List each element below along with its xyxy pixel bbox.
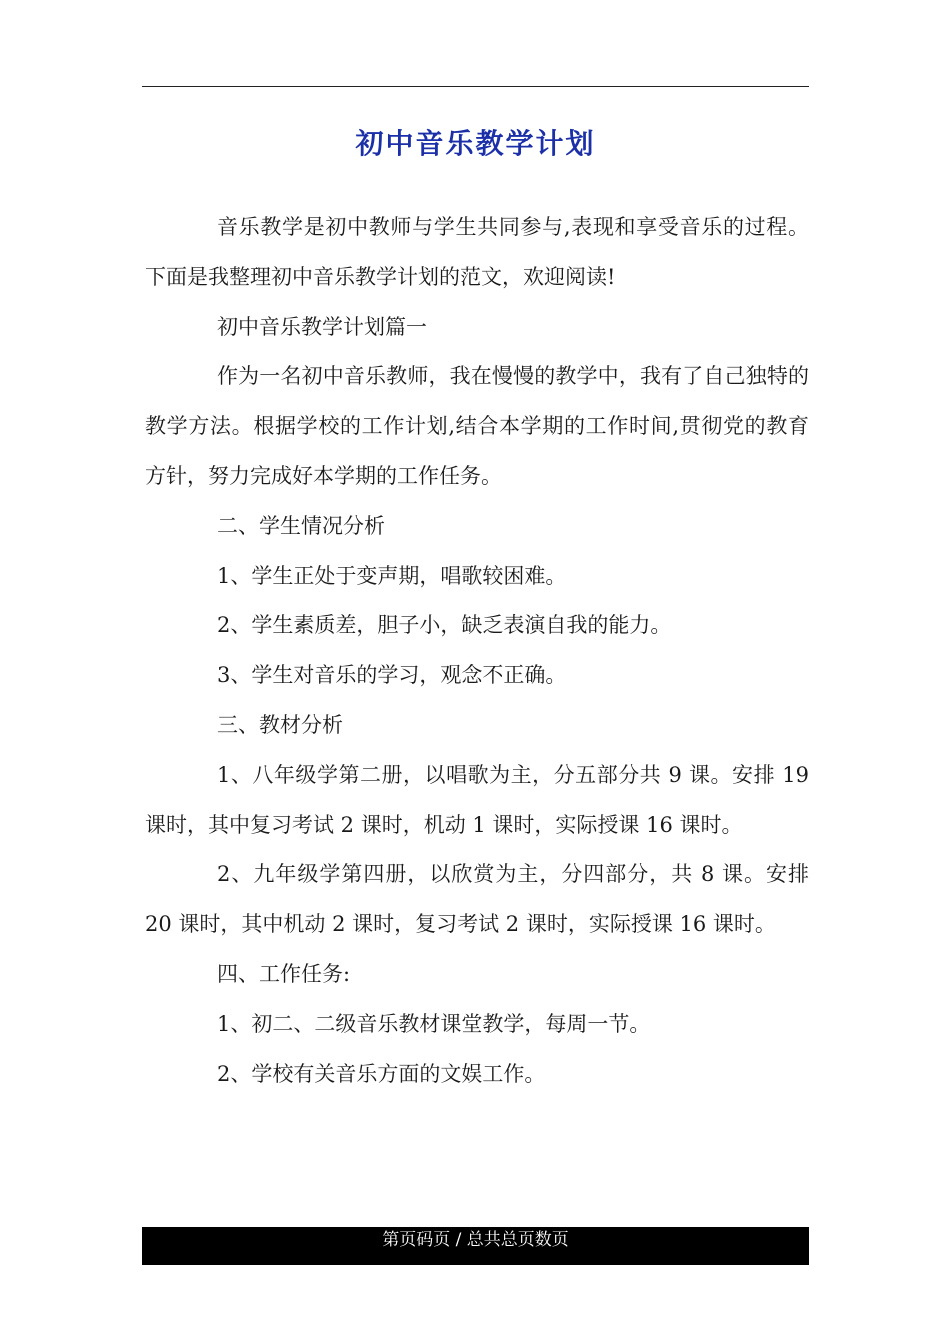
section-heading-plan-one: 初中音乐教学计划篇一 [217,314,427,339]
list-item: 1、学生正处于变声期，唱歌较困难。 [217,563,567,588]
list-item: 2、九年级学第四册，以欣赏为主，分四部分，共 8 课。安排 20 课时，其中机动 2 课时，复习考试 2 课时，实际授课 16 课时。 [145,862,809,937]
page-number-label: 第页码页 / 总共总页数页 [382,1230,569,1250]
page-footer [142,1227,809,1265]
header-rule [142,86,809,87]
list-item: 2、学生素质差，胆子小，缺乏表演自我的能力。 [217,613,672,638]
document-body [145,203,809,1099]
section-heading-material-analysis: 三、教材分析 [217,712,343,737]
document-title: 初中音乐教学计划 [355,127,596,160]
section-heading-work-tasks: 四、工作任务: [217,961,351,986]
list-item: 2、学校有关音乐方面的文娱工作。 [217,1061,546,1086]
list-item: 1、初二、二级音乐教材课堂教学，每周一节。 [217,1011,651,1036]
list-item: 1、八年级学第二册，以唱歌为主，分五部分共 9 课。安排 19 课时，其中复习考试 2 课时，机动 1 课时，实际授课 16 课时。 [145,762,809,837]
intro-paragraph: 音乐教学是初中教师与学生共同参与,表现和享受音乐的过程。下面是我整理初中音乐教学计划的范文，欢迎阅读! [145,215,809,289]
body-paragraph: 作为一名初中音乐教师，我在慢慢的教学中，我有了自己独特的教学方法。根据学校的工作计划,结合本学期的工作时间,贯彻党的教育方针，努力完成好本学期的工作任务。 [145,364,809,488]
list-item: 3、学生对音乐的学习，观念不正确。 [217,663,567,688]
section-heading-student-analysis: 二、学生情况分析 [217,513,385,538]
